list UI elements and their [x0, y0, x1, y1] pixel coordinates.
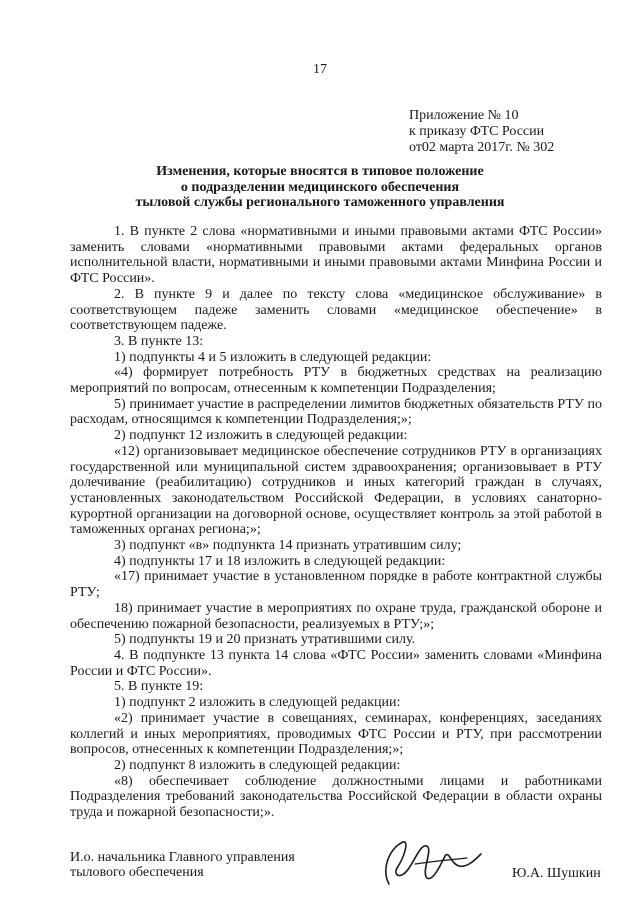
paragraph: «2) принимает участие в совещаниях, семинарах, конференциях, заседаниях коллегий и иных мероприятиях, проводимых ФТС России и РТУ, при рассмотрении вопросов, отнесенных к компетенции Подразделения;»; — [70, 710, 602, 758]
signer-position-line-2: тылового обеспечения — [70, 865, 204, 880]
paragraph: 4. В подпункте 13 пункта 14 слова «ФТС России» заменить словами «Минфина России и ФТС России». — [70, 647, 602, 679]
appendix-line-1: Приложение № 10 — [409, 108, 519, 123]
paragraph: 5) принимает участие в распределении лимитов бюджетных обязательств РТУ по расходам, относящимся к компетенции Подразделения;»; — [70, 396, 602, 428]
appendix-line-3: от02 марта 2017г. № 302 — [409, 140, 555, 155]
paragraph: 4) подпункты 17 и 18 изложить в следующей редакции: — [114, 553, 446, 569]
handwritten-signature — [375, 838, 485, 890]
paragraph: «4) формирует потребность РТУ в бюджетных средствах на реализацию мероприятий по вопросам, отнесенным к компетенции Подразделения; — [70, 365, 602, 397]
paragraph: «12) организовывает медицинское обеспечение сотрудников РТУ в организациях государственной или муниципальной систем здравоохранения; организовывает в РТУ долечивание (реабилитацию) сотрудников и иных категорий граждан в случаях, установленных законодательством Российской Федерации, в условиях санаторно-курортной организации на договорной основе, осуществляет контроль за этой работой в таможенных органах региона;»; — [70, 443, 602, 538]
signer-position-line-1: И.о. начальника Главного управления — [70, 850, 295, 865]
title-line-3: тыловой службы регионального таможенного управления — [135, 195, 505, 210]
title-line-2: о подразделении медицинского обеспечения — [180, 179, 460, 195]
paragraph: 5) подпункты 19 и 20 признать утратившими силу. — [114, 632, 416, 648]
signer-name: Ю.А. Шушкин — [512, 866, 601, 881]
paragraph: 1) подпункты 4 и 5 изложить в следующей редакции: — [114, 349, 432, 365]
paragraph: 18) принимает участие в мероприятиях по охране труда, гражданской обороне и обеспечению пожарной безопасности, реализуемых в РТУ;»; — [70, 600, 602, 632]
paragraph: 2. В пункте 9 и далее по тексту слова «медицинское обслуживание» в соответствующем падеже заменить словами «медицинское обеспечение» в соответствующем падеже. — [70, 286, 602, 334]
appendix-line-2: к приказу ФТС России — [409, 124, 545, 139]
title-line-1: Изменения, которые вносятся в типовое положение — [156, 164, 484, 179]
appendix-block — [409, 108, 554, 156]
paragraph: 1. В пункте 2 слова «нормативными и иными правовыми актами ФТС России» заменить словами «нормативными правовыми актами федеральных органов исполнительной власти, нормативными и иными правовыми актами Минфина России и ФТС России». — [70, 224, 602, 287]
signer-position — [70, 850, 295, 880]
paragraph: 3. В пункте 13: — [114, 333, 204, 349]
document-body — [70, 224, 602, 821]
document-title — [90, 164, 550, 211]
paragraph: 2) подпункт 12 изложить в следующей редакции: — [114, 428, 408, 444]
paragraph: 5. В пункте 19: — [114, 679, 204, 695]
paragraph: 2) подпункт 8 изложить в следующей редакции: — [114, 757, 401, 773]
paragraph: 1) подпункт 2 изложить в следующей редакции: — [114, 695, 401, 711]
paragraph: 3) подпункт «в» подпункта 14 признать утратившим силу; — [114, 538, 462, 554]
paragraph: «8) обеспечивает соблюдение должностными лицами и работниками Подразделения требований законодательства Российской Федерации в области охраны труда и пожарной безопасности;». — [70, 773, 602, 821]
page-number: 17 — [313, 62, 327, 77]
paragraph: «17) принимает участие в установленном порядке в работе контрактной службы РТУ; — [70, 569, 602, 601]
